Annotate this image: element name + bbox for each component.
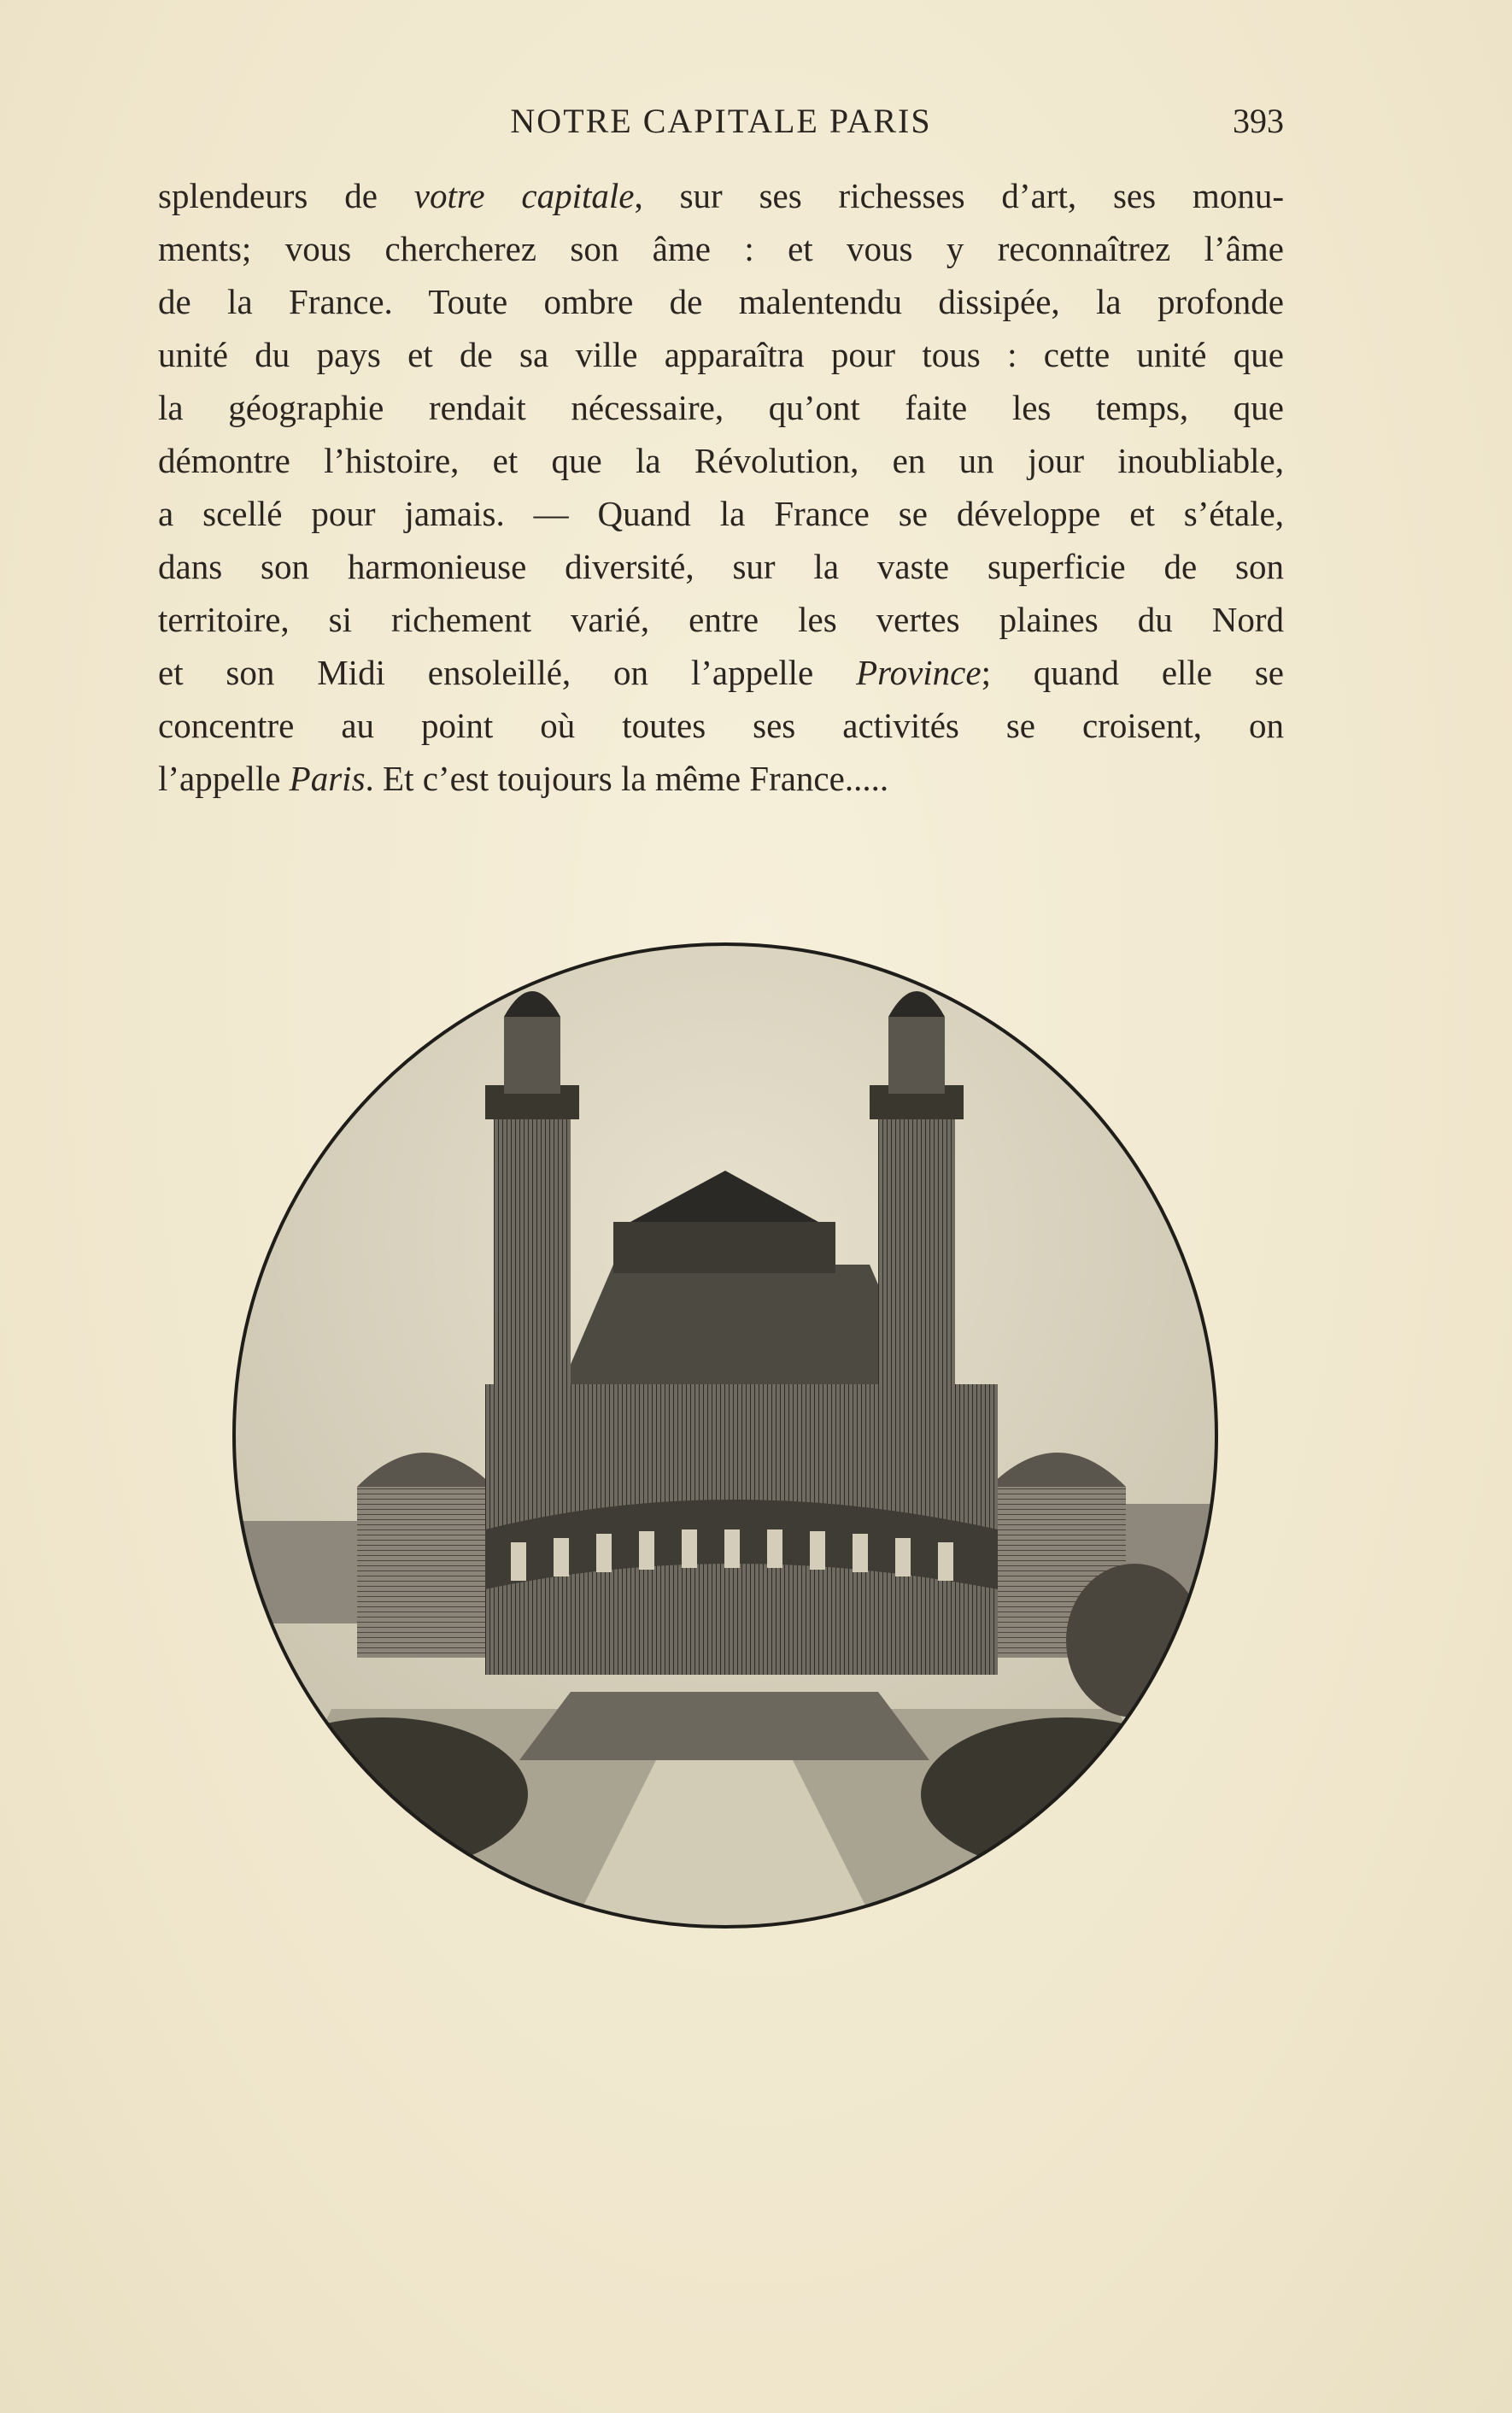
running-title: NOTRE CAPITALE PARIS <box>510 102 932 140</box>
trocadero-engraving <box>229 940 1222 1931</box>
page-number: 393 <box>1233 102 1284 140</box>
engraving-image <box>229 940 1222 1931</box>
text-line: l’appelle Paris. Et c’est toujours la même France..... <box>158 759 889 798</box>
text-line: ments; vous chercherez son âme : et vous y reconnaîtrez l’âme <box>158 229 1284 268</box>
text-line: concentre au point où toutes ses activités se croisent, on <box>158 706 1284 745</box>
running-head <box>158 101 1284 152</box>
text-line: splendeurs de votre capitale, sur ses richesses d’art, ses monu- <box>158 176 1284 215</box>
text-line: et son Midi ensoleillé, on l’appelle Province; quand elle se <box>158 653 1284 692</box>
text-line: a scellé pour jamais. — Quand la France se développe et s’étale, <box>158 494 1284 533</box>
text-line: territoire, si richement varié, entre les vertes plaines du Nord <box>158 600 1284 639</box>
text-line: la géographie rendait nécessaire, qu’ont faite les temps, que <box>158 388 1284 427</box>
text-line: unité du pays et de sa ville apparaîtra pour tous : cette unité que <box>158 335 1284 374</box>
body-paragraph <box>158 169 1284 805</box>
text-line: démontre l’histoire, et que la Révolution, en un jour inoubliable, <box>158 441 1284 480</box>
text-line: de la France. Toute ombre de malentendu dissipée, la profonde <box>158 282 1284 321</box>
text-line: dans son harmonieuse diversité, sur la vaste superficie de son <box>158 547 1284 586</box>
